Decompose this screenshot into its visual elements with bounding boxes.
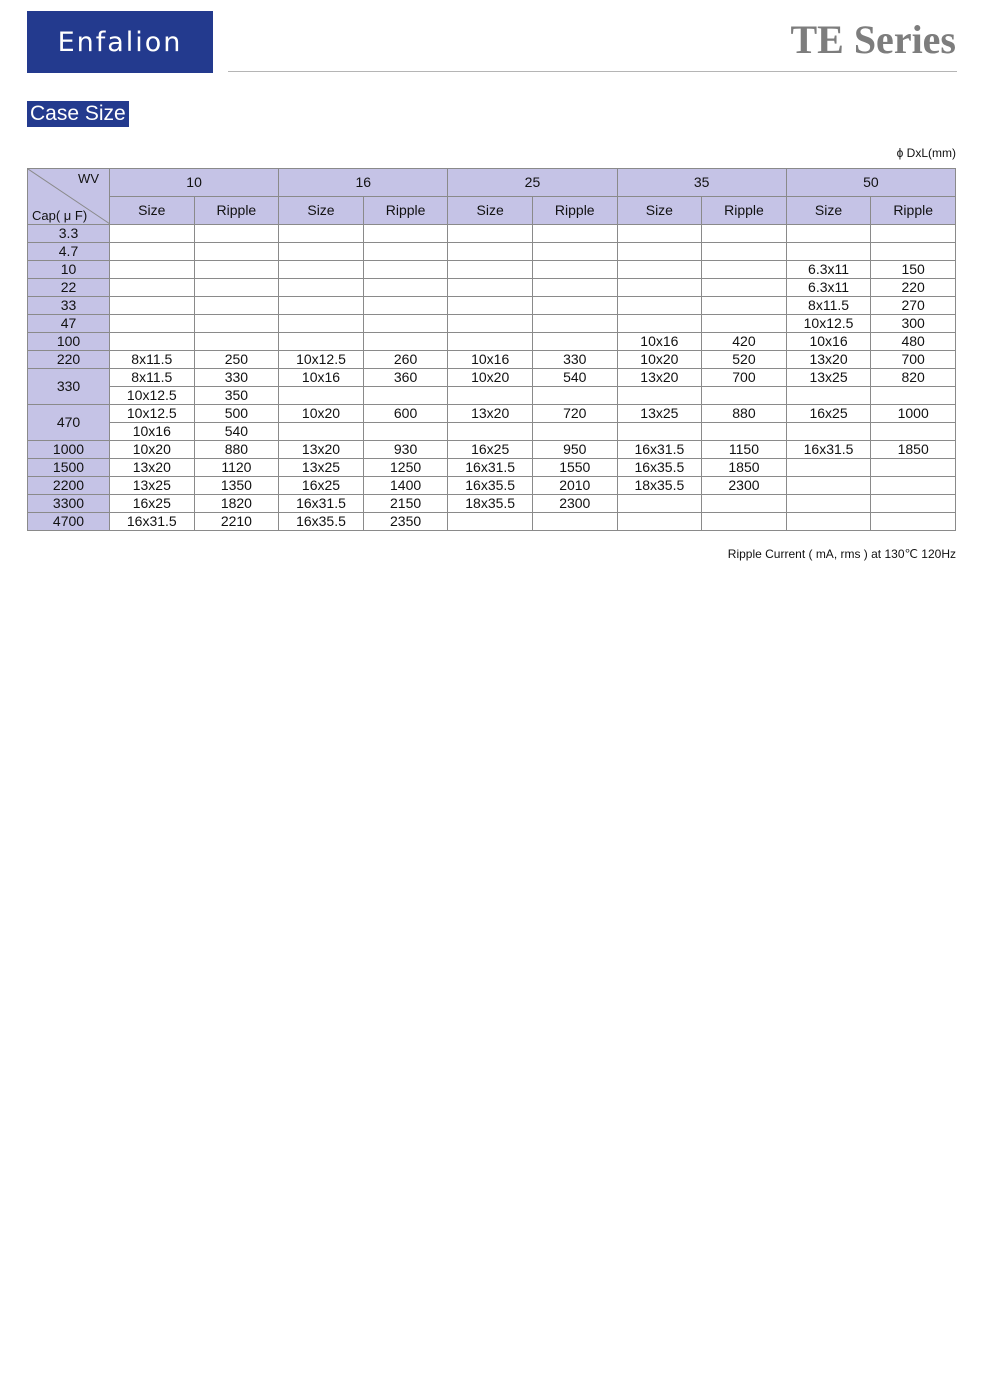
ripple-cell [194,279,279,297]
size-cell: 13x20 [279,441,364,459]
ripple-cell [871,243,956,261]
size-cell [786,225,871,243]
ripple-cell: 420 [702,333,787,351]
size-header: Size [279,197,364,225]
table-row [28,441,956,459]
ripple-cell: 1350 [194,477,279,495]
ripple-cell [194,297,279,315]
ripple-cell [702,279,787,297]
capacitance-cell: 1000 [28,441,110,459]
size-cell: 16x31.5 [617,441,702,459]
capacitance-cell: 4700 [28,513,110,531]
ripple-cell [363,315,448,333]
table-row [28,369,956,387]
ripple-cell: 360 [363,369,448,387]
ripple-cell: 260 [363,351,448,369]
size-cell [448,243,533,261]
ripple-cell [532,387,617,405]
ripple-cell: 330 [532,351,617,369]
ripple-cell: 350 [194,387,279,405]
size-cell: 16x31.5 [110,513,195,531]
size-cell: 16x31.5 [448,459,533,477]
size-cell: 16x25 [279,477,364,495]
size-cell [279,297,364,315]
size-cell [279,333,364,351]
size-cell: 16x31.5 [786,441,871,459]
size-cell: 10x20 [279,405,364,423]
table-row [28,405,956,423]
size-cell [279,423,364,441]
capacitance-cell: 1500 [28,459,110,477]
table-row [28,495,956,513]
size-cell [448,261,533,279]
ripple-header: Ripple [871,197,956,225]
ripple-cell [363,423,448,441]
table-row [28,297,956,315]
size-cell: 16x35.5 [617,459,702,477]
capacitance-cell: 3.3 [28,225,110,243]
size-cell: 10x20 [448,369,533,387]
ripple-cell: 930 [363,441,448,459]
ripple-cell: 820 [871,369,956,387]
table-row [28,279,956,297]
size-cell: 10x16 [786,333,871,351]
ripple-cell: 720 [532,405,617,423]
size-cell: 10x16 [617,333,702,351]
ripple-header: Ripple [194,197,279,225]
size-cell [617,387,702,405]
size-cell: 18x35.5 [448,495,533,513]
wv-label: WV [78,171,99,186]
size-cell [448,513,533,531]
ripple-cell [702,243,787,261]
ripple-cell [363,333,448,351]
table-row [28,477,956,495]
ripple-cell: 1850 [871,441,956,459]
size-cell: 13x20 [448,405,533,423]
ripple-cell [702,297,787,315]
cap-label: Cap( μ F) [32,208,88,223]
ripple-cell [363,261,448,279]
ripple-cell [363,279,448,297]
ripple-cell: 2350 [363,513,448,531]
ripple-cell [363,243,448,261]
capacitance-cell: 3300 [28,495,110,513]
size-cell [448,333,533,351]
ripple-cell: 480 [871,333,956,351]
ripple-cell [532,333,617,351]
size-cell [110,279,195,297]
voltage-header: 10 [110,169,279,197]
size-cell [617,243,702,261]
size-cell [110,243,195,261]
ripple-cell [871,459,956,477]
ripple-cell [702,387,787,405]
size-cell [617,495,702,513]
size-cell: 16x35.5 [448,477,533,495]
capacitance-cell: 330 [28,369,110,405]
header-corner-cell [28,169,110,225]
size-cell: 10x20 [110,441,195,459]
size-cell [786,513,871,531]
capacitance-cell: 470 [28,405,110,441]
size-cell: 13x20 [786,351,871,369]
ripple-cell [194,243,279,261]
size-cell [279,387,364,405]
size-cell [279,261,364,279]
ripple-cell: 1000 [871,405,956,423]
ripple-cell [194,261,279,279]
table-row [28,333,956,351]
ripple-cell [871,513,956,531]
section-label: Case Size [27,101,129,127]
table-row [28,261,956,279]
ripple-cell [363,387,448,405]
size-cell: 16x25 [448,441,533,459]
size-cell [279,315,364,333]
ripple-cell [363,297,448,315]
ripple-cell: 300 [871,315,956,333]
ripple-cell [194,333,279,351]
table-header [28,169,956,225]
size-cell [110,261,195,279]
ripple-cell: 700 [871,351,956,369]
ripple-cell [702,261,787,279]
size-cell [617,279,702,297]
size-cell: 13x25 [786,369,871,387]
capacitance-cell: 47 [28,315,110,333]
size-cell: 10x16 [279,369,364,387]
size-cell [617,261,702,279]
ripple-cell [532,279,617,297]
ripple-cell: 2300 [532,495,617,513]
size-cell [448,225,533,243]
size-cell: 13x25 [279,459,364,477]
capacitance-cell: 10 [28,261,110,279]
ripple-cell: 1850 [702,459,787,477]
ripple-cell: 2300 [702,477,787,495]
ripple-cell: 1400 [363,477,448,495]
table-row [28,423,956,441]
size-cell [110,225,195,243]
table-row [28,225,956,243]
size-cell [448,387,533,405]
ripple-cell: 250 [194,351,279,369]
size-cell [448,423,533,441]
size-cell: 10x16 [110,423,195,441]
ripple-cell: 540 [194,423,279,441]
size-cell: 13x25 [110,477,195,495]
ripple-cell: 1150 [702,441,787,459]
ripple-header: Ripple [532,197,617,225]
size-cell: 6.3x11 [786,261,871,279]
size-cell: 8x11.5 [110,351,195,369]
table-row [28,351,956,369]
ripple-cell [532,261,617,279]
capacitance-cell: 22 [28,279,110,297]
voltage-header: 35 [617,169,786,197]
size-cell: 10x20 [617,351,702,369]
ripple-cell [702,225,787,243]
size-cell: 10x16 [448,351,533,369]
ripple-cell [532,225,617,243]
size-cell [448,315,533,333]
size-cell: 18x35.5 [617,477,702,495]
ripple-cell: 220 [871,279,956,297]
ripple-cell: 1120 [194,459,279,477]
size-header: Size [786,197,871,225]
ripple-cell: 880 [702,405,787,423]
ripple-cell [363,225,448,243]
size-cell [786,387,871,405]
voltage-header: 25 [448,169,617,197]
size-cell: 8x11.5 [110,369,195,387]
ripple-cell: 270 [871,297,956,315]
size-cell: 13x20 [617,369,702,387]
brand-logo: Enfalion [27,11,213,73]
size-cell: 13x20 [110,459,195,477]
size-cell [617,423,702,441]
size-cell [786,459,871,477]
ripple-cell: 500 [194,405,279,423]
table-row [28,459,956,477]
ripple-cell [702,423,787,441]
size-cell [617,297,702,315]
size-header: Size [448,197,533,225]
ripple-cell [871,387,956,405]
size-cell [279,225,364,243]
size-cell [279,243,364,261]
capacitance-cell: 2200 [28,477,110,495]
ripple-cell: 2010 [532,477,617,495]
size-cell [110,333,195,351]
table-body [28,225,956,531]
ripple-cell: 330 [194,369,279,387]
ripple-cell [702,495,787,513]
ripple-header: Ripple [363,197,448,225]
capacitance-cell: 33 [28,297,110,315]
ripple-cell: 1820 [194,495,279,513]
ripple-cell: 150 [871,261,956,279]
size-cell [110,315,195,333]
size-cell [617,315,702,333]
size-cell: 8x11.5 [786,297,871,315]
size-cell: 10x12.5 [786,315,871,333]
size-cell: 16x25 [786,405,871,423]
size-cell: 16x31.5 [279,495,364,513]
size-cell: 10x12.5 [110,405,195,423]
size-cell [786,423,871,441]
ripple-cell [871,225,956,243]
ripple-cell: 880 [194,441,279,459]
ripple-cell [532,513,617,531]
ripple-cell [871,495,956,513]
size-cell [448,297,533,315]
dimension-note: ϕ DxL(mm) [896,146,956,160]
ripple-cell [871,423,956,441]
table-row [28,243,956,261]
ripple-cell [532,423,617,441]
voltage-header: 50 [786,169,955,197]
size-cell [786,477,871,495]
table-row [28,513,956,531]
ripple-cell: 950 [532,441,617,459]
size-cell [786,243,871,261]
size-cell: 16x25 [110,495,195,513]
size-header: Size [110,197,195,225]
ripple-cell: 700 [702,369,787,387]
ripple-footnote: Ripple Current ( mA, rms ) at 130℃ 120Hz [727,547,956,561]
ripple-cell [702,513,787,531]
size-cell: 10x12.5 [110,387,195,405]
size-header: Size [617,197,702,225]
ripple-cell: 2150 [363,495,448,513]
ripple-cell [194,225,279,243]
ripple-header: Ripple [702,197,787,225]
ripple-cell [532,297,617,315]
size-cell: 13x25 [617,405,702,423]
ripple-cell [194,315,279,333]
ripple-cell: 2210 [194,513,279,531]
capacitance-cell: 220 [28,351,110,369]
size-cell: 10x12.5 [279,351,364,369]
size-cell [786,495,871,513]
table-row [28,315,956,333]
table-row [28,387,956,405]
header-divider [228,71,957,72]
capacitance-cell: 4.7 [28,243,110,261]
ripple-cell [532,243,617,261]
size-cell [279,279,364,297]
size-cell: 6.3x11 [786,279,871,297]
ripple-cell: 520 [702,351,787,369]
case-size-table [27,168,956,531]
series-title: TE Series [790,17,956,62]
ripple-cell: 600 [363,405,448,423]
ripple-cell [702,315,787,333]
size-cell: 16x35.5 [279,513,364,531]
ripple-cell: 1550 [532,459,617,477]
size-cell [110,297,195,315]
ripple-cell [871,477,956,495]
ripple-cell: 1250 [363,459,448,477]
ripple-cell [532,315,617,333]
voltage-header: 16 [279,169,448,197]
size-cell [448,279,533,297]
capacitance-cell: 100 [28,333,110,351]
size-cell [617,225,702,243]
ripple-cell: 540 [532,369,617,387]
size-cell [617,513,702,531]
